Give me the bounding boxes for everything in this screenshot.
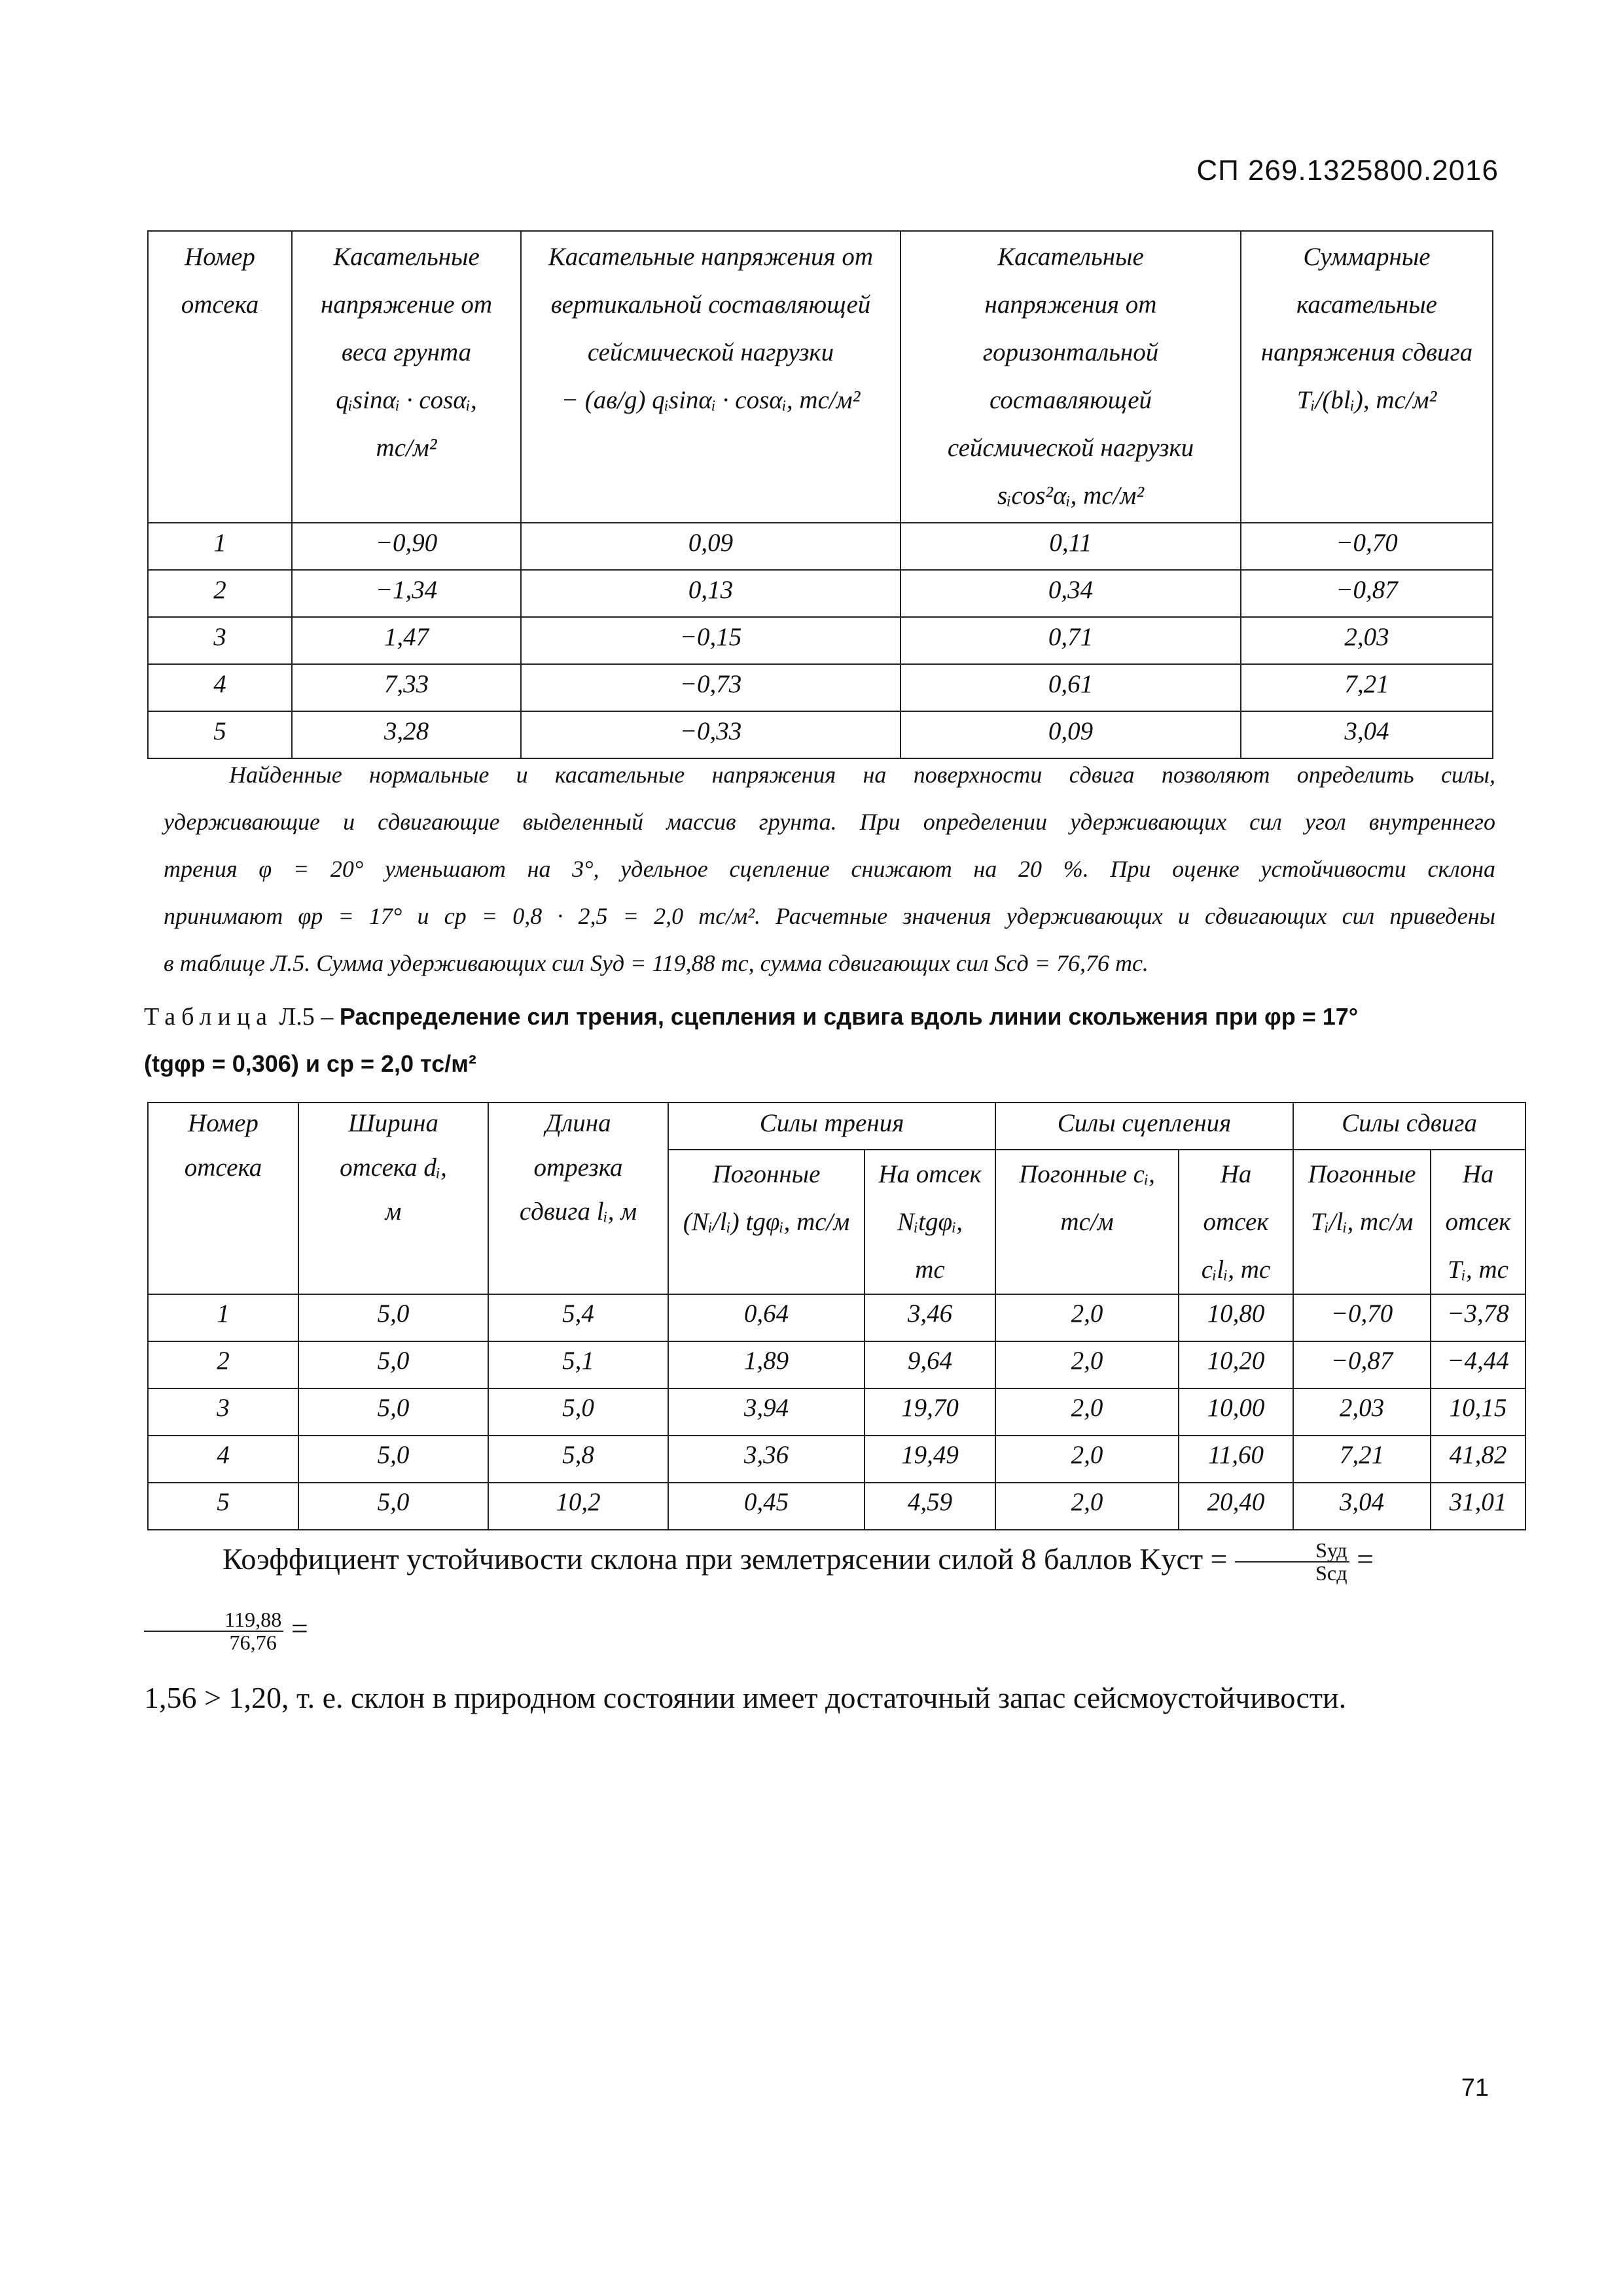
table-row: 5 3,28 −0,33 0,09 3,04 (148, 711, 1493, 758)
table-row: 3 1,47 −0,15 0,71 2,03 (148, 617, 1493, 664)
subheader-shear-section: На отсек Tᵢ, тс (1431, 1150, 1525, 1294)
table-row: 3 5,0 5,0 3,94 19,70 2,0 10,00 2,03 10,15 (148, 1388, 1525, 1436)
document-code: СП 269.1325800.2016 (1196, 154, 1499, 186)
table-header-row (148, 231, 1493, 523)
column-header-section: Номер отсека (148, 1103, 298, 1294)
table-row: 1 −0,90 0,09 0,11 −0,70 (148, 523, 1493, 570)
table-row: 2 5,0 5,1 1,89 9,64 2,0 10,20 −0,87 −4,44 (148, 1341, 1525, 1388)
fraction-numeric: $\frac{119,88}{76,76}$ (144, 1609, 283, 1655)
subheader-friction-section: На отсек Nᵢtgφᵢ, тс (865, 1150, 995, 1294)
column-group-shear: Силы сдвига (1293, 1103, 1525, 1150)
column-group-friction: Силы трения (668, 1103, 995, 1150)
column-header-vertical-stress: Касательные напряжения от вертикальной составляющей сейсмической нагрузки − (aв/g) qᵢsinαᵢ · cosαᵢ, тс/м² (521, 231, 901, 523)
table-row: 1 5,0 5,4 0,64 3,46 2,0 10,80 −0,70 −3,78 (148, 1294, 1525, 1341)
column-header-section: Номер отсека (148, 231, 292, 523)
table-row: 5 5,0 10,2 0,45 4,59 2,0 20,40 3,04 31,01 (148, 1483, 1525, 1530)
stress-table (147, 230, 1493, 759)
table-header-row (148, 1103, 1525, 1150)
subheader-cohesion-running: Погонные cᵢ, тс/м (995, 1150, 1179, 1294)
conclusion-paragraph: Коэффициент устойчивости склона при землетрясении силой 8 баллов Kуст = $\frac{\text{Sуд}}{\text{Sсд}}$ = $\frac{119,88}{76,76}$ = 1,56 > 1,20, т. е. склон в природном состоянии имеет достаточный запас сейсмоустойчивости. (144, 1538, 1374, 1714)
column-header-width: Ширина отсека dᵢ, м (298, 1103, 488, 1294)
column-header-total-shear: Суммарные касательные напряжения сдвига Tᵢ/(blᵢ), тс/м² (1241, 231, 1493, 523)
table-caption: Таблица Л.5 – Распределение сил трения, сцепления и сдвига вдоль линии скольжения при φр = 17° (tgφр = 0,306) и cр = 2,0 тс/м² (144, 1003, 1359, 1077)
subheader-friction-running: Погонные (Nᵢ/lᵢ) tgφᵢ, тс/м (668, 1150, 865, 1294)
subheader-cohesion-section: На отсек cᵢlᵢ, тс (1179, 1150, 1293, 1294)
forces-table (147, 1102, 1526, 1530)
column-header-weight-stress: Касательные напряжение от веса грунта qᵢsinαᵢ · cosαᵢ, тс/м² (292, 231, 521, 523)
table-row: 4 7,33 −0,73 0,61 7,21 (148, 664, 1493, 711)
page-number: 71 (1461, 2074, 1489, 2102)
column-header-length: Длина отрезка сдвига lᵢ, м (488, 1103, 668, 1294)
column-header-horizontal-stress: Касательные напряжения от горизонтальной составляющей сейсмической нагрузки sᵢcos²αᵢ, тс/м² (901, 231, 1241, 523)
column-group-cohesion: Силы сцепления (995, 1103, 1293, 1150)
table-row: 4 5,0 5,8 3,36 19,49 2,0 11,60 7,21 41,82 (148, 1436, 1525, 1483)
table-row: 2 −1,34 0,13 0,34 −0,87 (148, 570, 1493, 617)
subheader-shear-running: Погонные Tᵢ/lᵢ, тс/м (1293, 1150, 1431, 1294)
body-paragraph: Найденные нормальные и касательные напряжения на поверхности сдвига позволяют определить силы, удерживающие и сдвигающие выделенный массив грунта. При определении удерживающих сил угол внутреннего трения φ = 20° уменьшают на 3°, удельное сцепление снижают на 20 %. При оценке устойчивости склона принимают φр = 17° и cр = 0,8 · 2,5 = 2,0 тс/м². Расчетные значения удерживающих и сдвигающих сил приведены в таблице Л.5. Сумма удерживающих сил Sуд = 119,88 тс, сумма сдвигающих сил Sсд = 76,76 тс. (164, 762, 1495, 976)
fraction-symbolic: $\frac{\text{Sуд}}{\text{Sсд}}$ (1235, 1540, 1349, 1585)
